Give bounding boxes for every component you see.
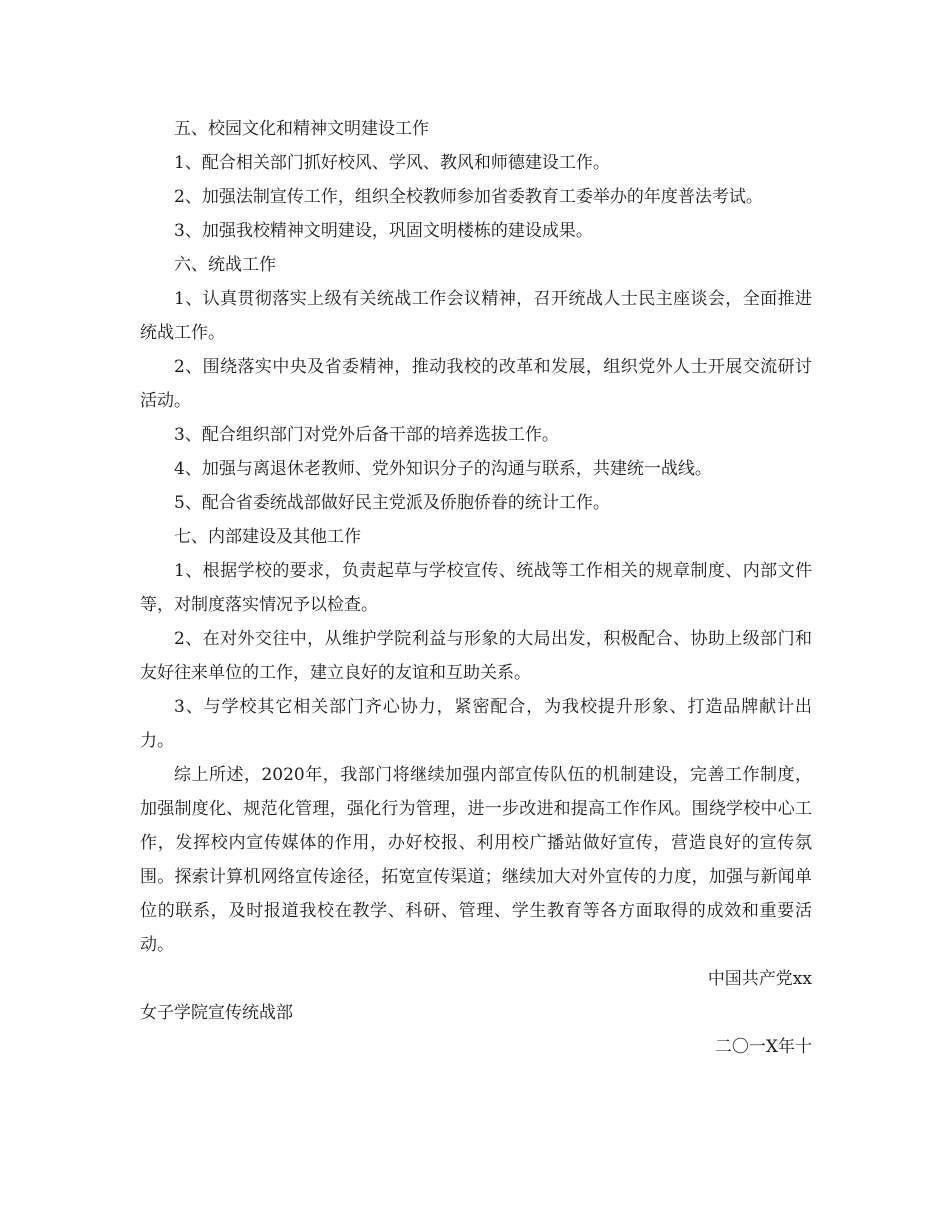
- list-item: 2、围绕落实中央及省委精神，推动我校的改革和发展，组织党外人士开展交流研讨活动。: [140, 357, 812, 411]
- list-item: 1、认真贯彻落实上级有关统战工作会议精神，召开统战人士民主座谈会，全面推进统战工作。: [140, 289, 812, 343]
- signature-date: 二〇一X年十: [714, 1037, 812, 1057]
- list-item: 5、配合省委统战部做好民主党派及侨胞侨眷的统计工作。: [174, 493, 610, 513]
- section-heading: 五、校园文化和精神文明建设工作: [174, 119, 429, 139]
- signature-department: 女子学院宣传统战部: [140, 1003, 293, 1023]
- document-body: [140, 112, 812, 1064]
- list-item: 1、配合相关部门抓好校风、学风、教风和师德建设工作。: [174, 153, 610, 173]
- section-heading: 六、统战工作: [174, 255, 276, 275]
- list-item: 3、配合组织部门对党外后备干部的培养选拔工作。: [174, 425, 559, 445]
- list-item: 2、加强法制宣传工作，组织全校教师参加省委教育工委举办的年度普法考试。: [174, 187, 763, 207]
- section-heading: 七、内部建设及其他工作: [174, 527, 361, 547]
- list-item: 1、根据学校的要求，负责起草与学校宣传、统战等工作相关的规章制度、内部文件等，对制度落实情况予以检查。: [140, 561, 812, 615]
- list-item: 2、在对外交往中，从维护学院利益与形象的大局出发，积极配合、协助上级部门和友好往来单位的工作，建立良好的友谊和互助关系。: [140, 629, 812, 683]
- signature-organization: 中国共产党xx: [707, 969, 812, 989]
- summary-paragraph: 综上所述，2020年，我部门将继续加强内部宣传队伍的机制建设，完善工作制度，加强制度化、规范化管理，强化行为管理，进一步改进和提高工作作风。围绕学校中心工作，发挥校内宣传媒体的作用，办好校报、利用校广播站做好宣传，营造良好的宣传氛围。探索计算机网络宣传途径，拓宽宣传渠道；继续加大对外宣传的力度，加强与新闻单位的联系，及时报道我校在教学、科研、管理、学生教育等各方面取得的成效和重要活动。: [140, 765, 812, 955]
- list-item: 3、与学校其它相关部门齐心协力，紧密配合，为我校提升形象、打造品牌献计出力。: [140, 697, 812, 751]
- list-item: 4、加强与离退休老教师、党外知识分子的沟通与联系，共建统一战线。: [174, 459, 712, 479]
- list-item: 3、加强我校精神文明建设，巩固文明楼栋的建设成果。: [174, 221, 593, 241]
